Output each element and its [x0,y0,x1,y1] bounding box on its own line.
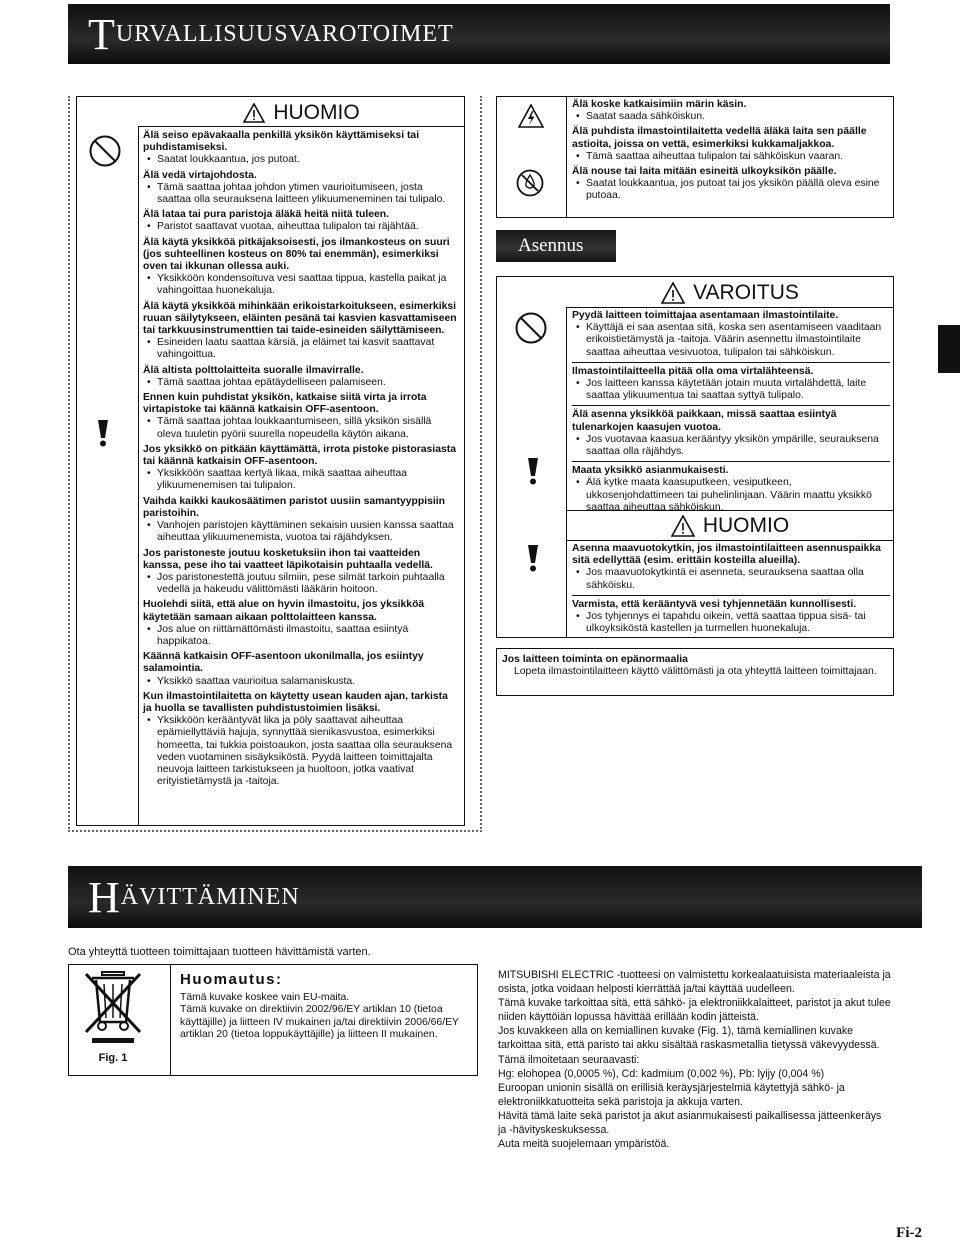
abnormal-operation-note [502,654,888,679]
caution-list-right [572,543,890,638]
fig-label: Fig. 1 [98,1052,128,1064]
mandatory-exclamation-icon [92,418,114,448]
notice-title: Älä käytä yksikköä pitkäjaksoisesti, jos ilmankosteus on suuri (jos suhteellinen kosteus on 80% tai enemmän), esimerkiksi oven tai ikkunan ollessa auki. [143,236,450,273]
notice-item [572,543,890,592]
notice-item [143,599,459,648]
notice-item [143,651,459,688]
notice-title: Älä altista polttolaitteita suoralle ilmavirralle. [143,364,364,376]
abnormal-operation-text: Lopeta ilmastointilaitteen käyttö välittömästi ja ota yhteyttä laitteen toimittajaan. [514,666,877,678]
dotted-bottom-border [68,830,482,832]
note-title: Huomautus: [180,971,283,988]
notice-bullet: • Jos alue on riittämättömästi ilmastoitu, saattaa esiintyä happikatoa. [143,624,459,648]
notice-item [143,365,459,389]
notice-bullet: • Käyttäjä ei saa asentaa sitä, koska sen asentamiseen vaaditaan erikoistietämystä ja -taitoja. Väärin asennettu ilmastointilaite saattaa aiheuttaa vesivuotoa, tulipalon tai sähköiskun. [572,322,890,359]
notice-title: Älä puhdista ilmastointilaitetta vedellä äläkä laita sen päälle astioita, joissa on vettä, esimerkiksi kukkamaljakkoa. [572,126,867,150]
notice-title: Käännä katkaisin OFF-asentoon ukonilmalla, jos esiintyy salamointia. [143,651,424,675]
notice-title: Älä seiso epävakaalla penkillä yksikön käyttämiseksi tai puhdistamiseksi. [143,130,420,154]
notice-item [572,362,890,403]
notice-bullet: • Tämä saattaa johtaa loukkaantumiseen, sillä yksikön sisällä oleva tuuletin pyörii suurella nopeudella käytön aikana. [143,416,459,440]
warning-triangle-icon [671,515,695,537]
note-text [180,992,472,1042]
notice-bullet: • Yksikköön kondensoituva vesi saattaa tippua, kastella paikat ja vahingoittaa huonekaluja. [143,273,459,297]
notice-title: Varmista, että kerääntyvä vesi tyhjennetään kunnollisesti. [572,598,857,610]
notice-bullet: • Yksikkö saattaa vaurioitua salamaniskusta. [143,676,459,688]
mandatory-exclamation-icon [522,543,544,573]
abnormal-operation-title: Jos laitteen toiminta on epänormaalia [502,654,688,665]
notice-bullet: • Esineiden laatu saattaa kärsiä, ja eläimet tai kasvit saattavat vahingoittua. [143,337,459,361]
notice-title: Kun ilmastointilaitetta on käytetty usean kauden ajan, tarkista ja huolla se tavallisten puhdistustoimien lisäksi. [143,690,448,714]
notice-bullet: • Älä kytke maata kaasuputkeen, vesiputkeen, ukkosenjohdattimeen tai puhelinlinjaan. Väärin maattu yksikkö saattaa aiheuttaa sähköiskun. [572,477,890,514]
disposal-intro: Ota yhteyttä tuotteen toimittajaan tuotteen hävittämistä varten. [68,946,371,958]
disposal-title-banner [68,866,922,928]
page-number: Fi-2 [896,1225,922,1241]
notice-title: Vaihda kaikki kaukosäätimen paristot uusiin samantyyppisiin paristoihin. [143,495,446,519]
notice-bullet: • Yksikköön saattaa kertyä likaa, mikä saattaa aiheuttaa ylikuumenemisen tai tulipalon. [143,468,459,492]
notice-bullet: • Tämä saattaa johtaa johdon ytimen vaurioitumiseen, josta saattaa olla seurauksena laitteen ylikuumeneminen tai tulipalo. [143,182,459,206]
right-top-list [572,99,890,206]
notice-item [572,405,890,458]
prohibited-icon [88,134,122,168]
installation-icon-divider [566,307,567,638]
notice-title: Asenna maavuotokytkin, jos ilmastointilaitteen asennuspaikka sitä edellyttää (esim. erittäin kosteilla alueilla). [572,543,881,567]
prohibited-icon [514,311,548,345]
caution-list-left [143,130,459,791]
notice-item [143,691,459,789]
notice-bullet: • Tämä saattaa aiheuttaa tulipalon tai sähköiskun vaaran. [572,151,890,163]
mandatory-exclamation-icon [522,456,544,486]
notice-item [572,126,890,163]
warning-list [572,310,890,517]
disposal-paragraph: Euroopan unionin sisällä on erillisiä keräysjärjestelmiä käytettyjä sähkö- ja elektroniikkatuotteita sekä paristoja ja akkuja varten. [498,1081,845,1108]
notice-item [572,595,890,636]
notice-item [143,237,459,298]
notice-bullet: • Jos vuotavaa kaasua kerääntyy yksikön ympärille, seurauksena saattaa olla räjähdys. [572,434,890,458]
notice-item [143,444,459,493]
warning-heading [566,279,894,307]
disposal-paragraph: MITSUBISHI ELECTRIC -tuotteesi on valmistettu korkealaatuisista materiaaleista ja osista, jotka voidaan helposti kierrättää ja/tai käyttää uudelleen. [498,969,891,996]
notice-bullet: • Jos laitteen kanssa käytetään jotain muuta virtalähdettä, laite saattaa ylikuumentua tai saattaa syttyä tulipalo. [572,378,890,402]
warning-heading-text: VAROITUS [693,281,799,304]
notice-bullet: • Jos tyhjennys ei tapahdu oikein, vettä saattaa tippua sisä- tai ulkoyksiköstä kastellen ja turmellen huonekaluja. [572,611,890,635]
notice-item [143,548,459,597]
notice-title: Jos yksikkö on pitkään käyttämättä, irrota pistoke pistorasiasta tai käännä katkaisin OFF-asentoon. [143,443,456,468]
notice-bullet: • Jos paristonestettä joutuu silmiin, pese silmät tarkoin puhtaalla vedellä ja hakeudu välittömästi lääkärin hoitoon. [143,572,459,596]
notice-bullet: • Tämä saattaa johtaa epätäydelliseen palamiseen. [143,377,459,389]
disposal-title-initial: H [88,872,121,922]
notice-item [572,166,890,203]
notice-item [143,130,459,167]
disposal-title-rest: ÄVITTÄMINEN [120,883,300,910]
notice-bullet: • Saatat loukkaantua, jos putoat. [143,154,459,166]
caution-heading-divider [566,540,894,541]
disposal-paragraph: Tämä kuvake tarkoittaa sitä, että sähkö- ja elektroniikkalaitteet, paristot ja akut tulee niiden käyttöiän lopussa hävittää erillään kodin jätteistä. [498,997,891,1024]
notice-title: Älä nouse tai laita mitään esineitä ulkoyksikön päälle. [572,166,837,178]
no-water-icon [515,168,545,198]
notice-bullet: • Vanhojen paristojen käyttäminen sekaisin uusien kanssa saattaa aiheuttaa ylikuumenemista, vuotoa tai räjähdyksen. [143,520,459,544]
notice-item [143,170,459,207]
warning-heading-divider [566,307,894,308]
notice-title: Huolehdi siitä, että alue on hyvin ilmastoitu, jos yksikköä käytetään samaan aikaan polttolaitteen kanssa. [143,599,425,623]
disposal-paragraph: Hg: elohopea (0,0005 %), Cd: kadmium (0,002 %), Pb: lyijy (0,004 %) [498,1067,825,1080]
title-initial: T [88,9,116,59]
notice-title: Pyydä laitteen toimittajaa asentamaan ilmastointilaite. [572,310,839,321]
heading-divider [138,126,465,127]
notice-title: Maata yksikkö asianmukaisesti. [572,465,729,477]
notice-item [143,392,459,441]
caution-heading-left [138,100,465,126]
notice-title: Ilmastointilaitteella pitää olla oma virtalähteensä. [572,365,814,377]
notice-item [572,99,890,123]
notice-item [143,209,459,233]
disposal-paragraph: Auta meitä suojelemaan ympäristöä. [498,1138,670,1151]
notice-bullet: • Yksikköön kerääntyvät lika ja pöly saattavat aiheuttaa epämiellyttäviä hajuja, synnyttää sienikasvustoa, esimerkiksi homeetta, tai tukkia poistoaukon, josta saattaa olla seurauksena veden vuotaminen sisäyksiköstä. Pyydä laitteen toimittajalta neuvoja laitteen tarkistukseen ja huoltoon, jotka vaativat erityistietämystä ja -taitoja. [143,715,459,788]
notice-title: Älä käytä yksikköä mihinkään erikoistarkoitukseen, esimerkiksi ruuan säilytykseen, eläinten pesänä tai kasvien kasvattamiseen tai tarkkuusinstrumenttien tai taide-esineiden säilyttämiseen. [143,300,457,337]
notice-item [572,461,890,514]
disposal-paragraph: Hävitä tämä laite sekä paristot ja akut asianmukaisesti paikallisessa jätteenkeräys ja -hävityskeskuksessa. [498,1109,882,1137]
notice-title: Älä lataa tai pura paristoja äläkä heitä niitä tuleen. [143,209,389,221]
weee-note-divider [170,964,171,1076]
notice-item [572,310,890,359]
note-line: Tämä kuvake koskee vain EU-maita. [180,992,350,1003]
dotted-center-divider [480,96,482,832]
caution-top-divider [566,510,894,511]
disposal-paragraph: Jos kuvakkeen alla on kemiallinen kuvake (Fig. 1), tämä kemiallinen kuvake tarkoittaa sitä, että paristo tai akku sisältää raskasmetallia tietyssä väkevyydessä. Tämä ilmoitetaan seuraavasti: [498,1025,880,1066]
title-rest: URVALLISUUSVAROTOIMET [115,20,454,47]
notice-title: Älä koske katkaisimiin märin käsin. [572,99,747,110]
note-line: Tämä kuvake on direktiivin 2002/96/EY artiklan 10 (tietoa käyttäjille) ja liitteen IV mukainen ja/tai direktiivin 2006/66/EY artiklan 20 (tietoa loppukäyttäjille) ja liitteen II mukainen. [180,1004,459,1041]
warning-triangle-icon [661,282,685,304]
notice-bullet: • Jos maavuotokytkintä ei asenneta, seurauksena saattaa olla sähköisku. [572,567,890,591]
installation-section-label: Asennus [496,230,616,262]
disposal-explanation [498,968,892,1151]
notice-bullet: • Saatat saada sähköiskun. [572,111,890,123]
warning-triangle-icon [243,103,265,123]
caution-heading-text: HUOMIO [273,101,360,124]
notice-title: Älä asenna yksikköä paikkaan, missä saattaa esiintyä tulenarkojen kaasujen vuotoa. [572,409,837,433]
chapter-tab-marker [938,325,960,373]
notice-bullet: • Saatat loukkaantua, jos putoat tai jos yksikön päällä oleva esine putoaa. [572,178,890,202]
notice-item [143,496,459,545]
right-top-icon-divider [566,96,567,218]
dotted-left-border [68,96,70,832]
notice-item [143,301,459,362]
notice-title: Jos paristoneste joutuu kosketuksiin ihon tai vaatteiden kanssa, pese iho tai vaatteet läpikotaisin puhtaalla vedellä. [143,547,433,571]
notice-title: Ennen kuin puhdistat yksikön, katkaise siitä virta ja irrota virtapistoke tai käännä katkaisin OFF-asentoon. [143,392,427,416]
crossed-out-bin-icon [82,970,146,1052]
caution-heading-text: HUOMIO [702,514,790,537]
notice-title: Älä vedä virtajohdosta. [143,169,257,181]
icon-column-divider [138,126,139,826]
notice-bullet: • Paristot saattavat vuotaa, aiheuttaa tulipalon tai räjähtää. [143,221,459,233]
caution-heading-right [566,512,894,540]
electric-shock-icon [518,104,544,128]
section-title-banner [68,4,890,64]
